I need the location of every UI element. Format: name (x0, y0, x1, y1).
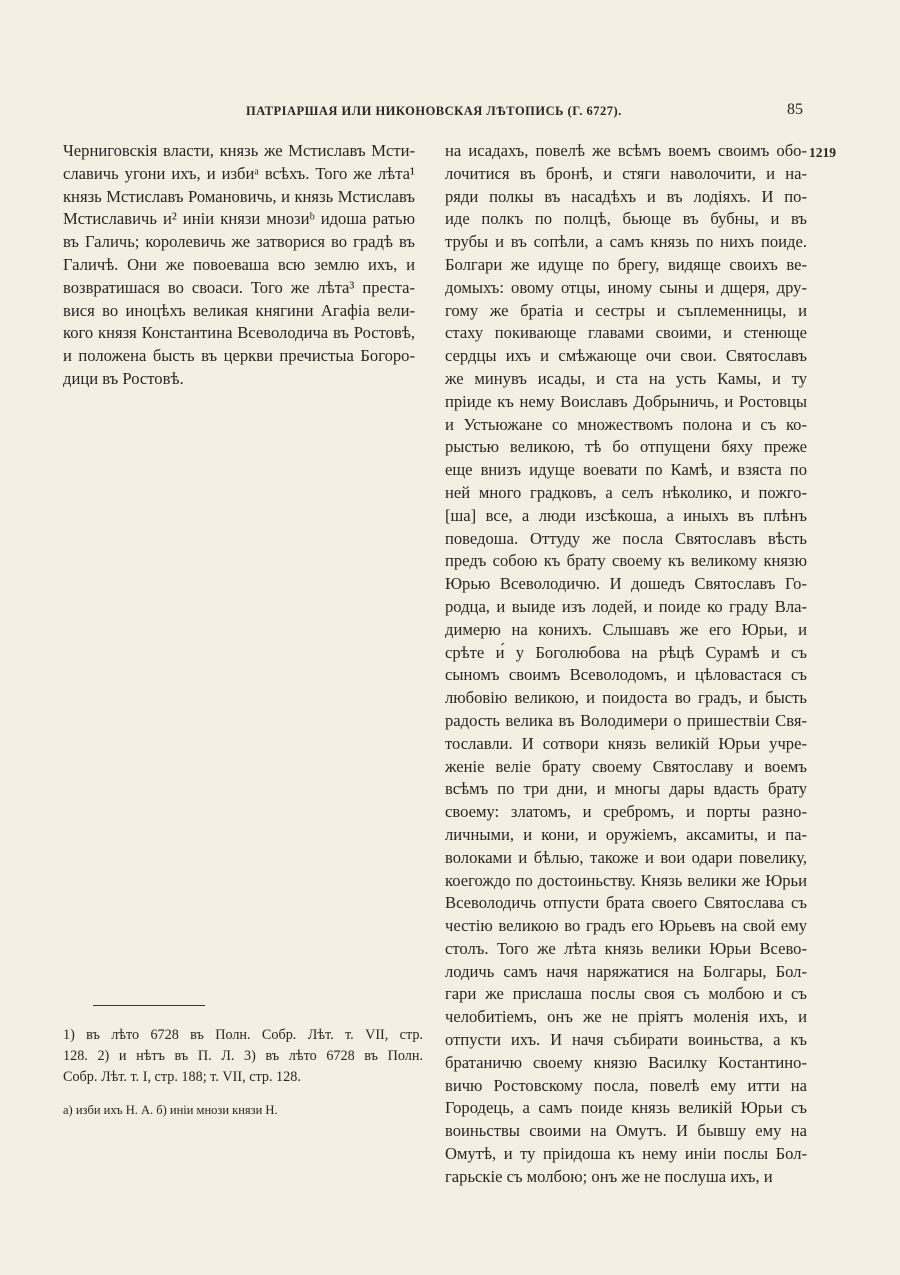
text-line: кого князя Константина Всеволодича въ Ростовѣ, (63, 323, 415, 343)
text-line: [ша] все, а люди изсѣкоша, а иныхъ въ плѣнъ (445, 505, 807, 525)
footnote-divider (93, 1005, 205, 1006)
text-line: вичю Ростовскому посла, повелѣ ему итти на (445, 1075, 807, 1095)
footnote-line: 1) въ лѣто 6728 въ Полн. Собр. Лѣт. т. VII, стр. (63, 1027, 423, 1043)
text-line: Всеволодичь отпусти брата своего Святослава съ (445, 893, 807, 913)
text-line: коегождо по достоиньству. Князь велики же Юрьи (445, 870, 807, 890)
right-column (445, 140, 807, 1189)
text-line: сердцы ихъ и смѣжающе очи свои. Святославъ (445, 346, 807, 366)
text-line: лодичь самъ начя наряжатися на Болгары, Бол- (445, 961, 807, 981)
text-line: на исадахъ, повелѣ же всѣмъ воемъ своимъ обо- (445, 141, 807, 160)
variant-readings: а) изби ихъ Н. А. б) иніи мнози князи Н. (63, 1103, 278, 1117)
text-line: въ Галичь; королевичь же затворися во градѣ въ (63, 232, 415, 252)
left-column (63, 140, 415, 391)
text-line: Омутѣ, и ту пріидоша къ нему иніи послы Бол- (445, 1144, 807, 1164)
text-line: предъ собою къ брату своему къ великому князю (445, 551, 807, 571)
page-number: 85 (787, 101, 803, 118)
text-line: славичь угони ихъ, и избиᵃ всѣхъ. Того же лѣта¹ (63, 163, 415, 183)
text-line: братаничю своему князю Василку Костантино- (445, 1052, 807, 1072)
text-line: срѣте и́ у Боголюбова на рѣцѣ Сурамѣ и съ (445, 642, 807, 662)
text-line: пріиде къ нему Воиславъ Добрыничь, и Ростовцы (445, 391, 807, 411)
text-line: Юрью Всеволодичю. И дошедъ Святославъ Го- (445, 574, 807, 594)
text-line: стаху покивающе главами своими, и стенюще (445, 323, 807, 343)
text-line: Городець, а самъ поиде князь великій Юрьи съ (445, 1098, 807, 1118)
text-line: ней много градковъ, а селъ нѣколико, и пожго- (445, 482, 807, 502)
text-line: вися во иноцѣхъ великая княгини Агафіа вели- (63, 300, 415, 320)
text-line: же минувъ исады, и ста на усть Камы, и ту (445, 368, 807, 388)
text-line: димерю на конихъ. Слышавъ же его Юрьи, и (445, 619, 807, 639)
text-line: домыхъ: овому отцы, иному сыны и дщеря, дру- (445, 277, 807, 297)
margin-year-note: 1219 (809, 145, 836, 160)
text-line: гарьскіе съ молбою; онъ же не послуша ихъ, и (445, 1166, 773, 1186)
text-line: возвратишася во своаси. Того же лѣта³ преста- (63, 277, 415, 297)
text-line: честію великою во градъ его Юрьевъ на свой ему (445, 916, 807, 936)
text-line: еще внизъ идуще воевати по Камѣ, и взяста по (445, 460, 807, 480)
text-line: трубы и въ сопѣли, а самъ князь по нихъ поиде. (445, 232, 807, 252)
text-line: челобитіемъ, онъ же не пріятъ моленія ихъ, и (445, 1007, 807, 1027)
footnote-line: 128. 2) и нѣтъ въ П. Л. 3) въ лѣто 6728 въ Полн. (63, 1048, 423, 1064)
text-line: и Устьюжане со множествомъ полона и съ ко- (445, 414, 807, 434)
text-line: гари же прислаша послы своя съ молбою и съ (445, 984, 807, 1004)
footnotes (63, 1025, 423, 1121)
text-line: Мстиславичь и² иніи князи мнозиᵇ идоша ратью (63, 209, 415, 229)
text-line: Болгари же идуще по брегу, видяще своихъ ве- (445, 254, 807, 274)
text-line: лочитися въ бронѣ, и стяги наволочити, и на- (445, 163, 807, 183)
text-line: родца, и выиде изъ лодей, и поиде ко граду Вла- (445, 596, 807, 616)
text-line: князь Мстиславъ Романовичь, и князь Мстиславъ (63, 186, 415, 206)
text-line: воиньствы своими на Омутъ. И бывшу ему на (445, 1121, 807, 1141)
text-line: радость велика въ Володимери о пришествіи Свя- (445, 710, 807, 730)
text-line: гому же братіа и сестры и съплеменницы, и (445, 300, 807, 320)
text-line: поведоша. Оттуду же посла Святославъ вѣсть (445, 528, 807, 548)
running-title: ПАТРІАРШАЯ ИЛИ НИКОНОВСКАЯ ЛѢТОПИСЬ (Г. 6727). (246, 104, 622, 118)
numbered-footnotes (63, 1025, 423, 1088)
text-line: отпусти ихъ. И начя събирати воиньства, а къ (445, 1030, 807, 1050)
text-line: столъ. Того же лѣта князь велики Юрьи Всево- (445, 938, 807, 958)
text-line: дици въ Ростовѣ. (63, 368, 184, 388)
text-line: своему: златомъ, и сребромъ, и порты разно- (445, 802, 807, 822)
text-line: женіе веліе брату своему Святославу и воемъ (445, 756, 807, 776)
text-line: личными, и кони, и оружіемъ, аксамиты, и па- (445, 824, 807, 844)
text-line: любовію великою, и поидоста во градъ, и бысть (445, 688, 807, 708)
text-line: волоками и бѣлью, такоже и вои одари повелику, (445, 847, 807, 867)
page-header (0, 101, 900, 126)
text-line: ряди полкы въ насадѣхъ и въ лодіяхъ. И по- (445, 186, 807, 206)
text-line: Черниговскія власти, князь же Мстиславъ Мсти- (63, 141, 415, 160)
text-line: рыстью великою, тѣ бо отпущени бяху преже (445, 437, 807, 457)
text-line: тославли. И сотвори князь великій Юрьи учре- (445, 733, 807, 753)
footnote-line: Собр. Лѣт. т. I, стр. 188; т. VII, стр. 128. (63, 1069, 301, 1085)
text-line: всѣмъ по три дни, и многы дары вдасть брату (445, 779, 807, 799)
text-line: Галичѣ. Они же повоеваша всю землю ихъ, и (63, 254, 415, 274)
text-line: и положена бысть въ церкви пречистыа Богоро- (63, 346, 415, 366)
text-line: сыномъ своимъ Всеволодомъ, и цѣловастася съ (445, 665, 807, 685)
text-line: иде полкъ по полцѣ, бьюще въ бубны, и въ (445, 209, 807, 229)
